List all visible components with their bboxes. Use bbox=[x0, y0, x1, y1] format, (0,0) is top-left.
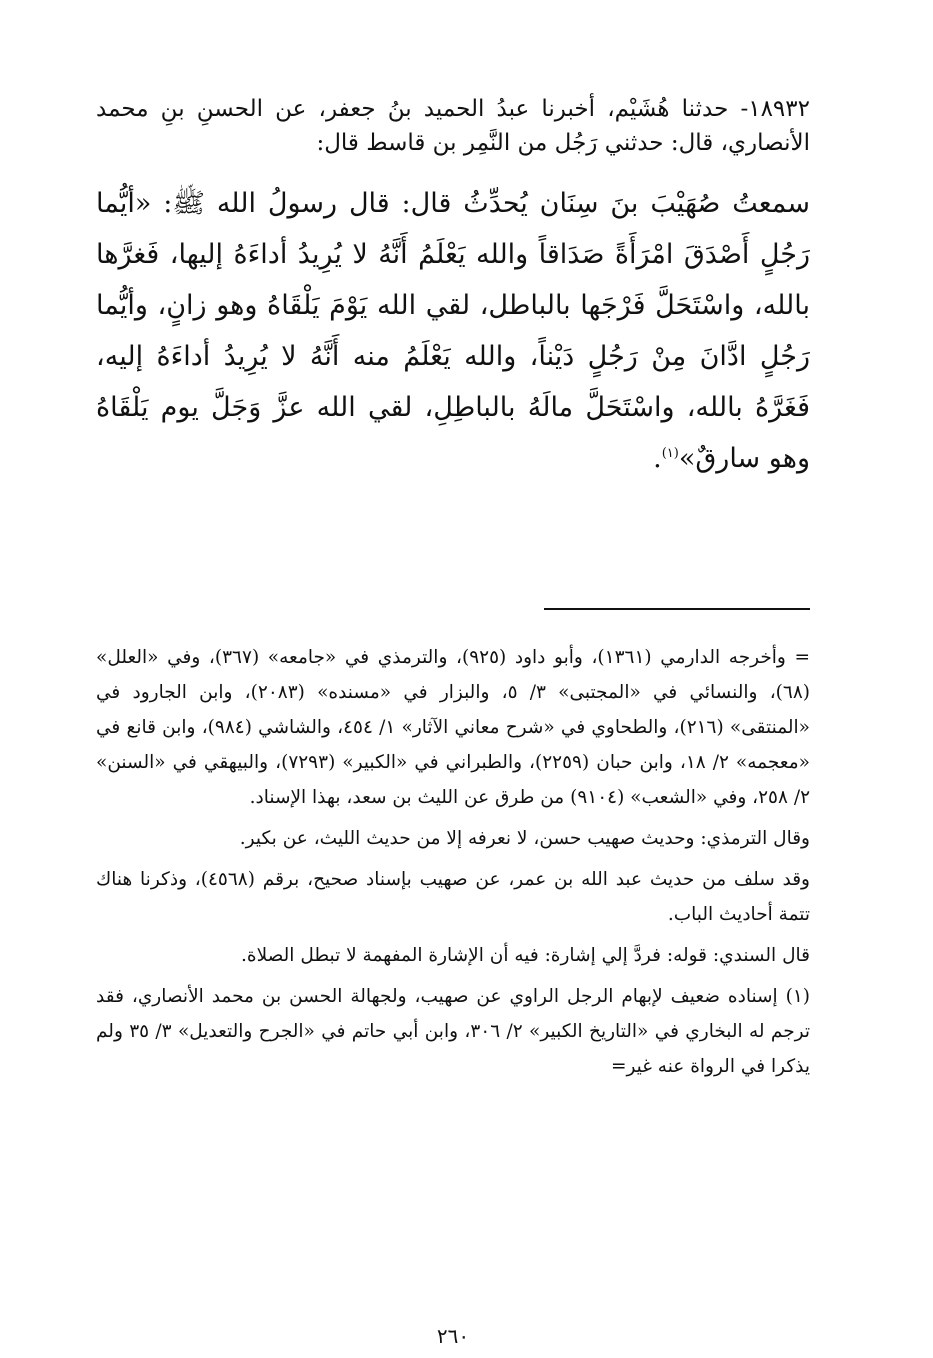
hadith-matn-text: سمعتُ صُهَيْبَ بنَ سِنَان يُحدِّثُ قال: قال رسولُ الله ﷺ: «أيُّما رَجُلٍ أَصْدَقَ امْرَأَةً صَدَاقاً والله يَعْلَمُ أَنَّهُ لا يُرِيدُ أداءَهُ إليها، فَغرَّها بالله، واسْتَحَلَّ فَرْجَها بالباطل، لقي الله يَوْمَ يَلْقَاهُ وهو زانٍ، وأيُّما رَجُلٍ ادَّانَ مِنْ رَجُلٍ دَيْناً، والله يَعْلَمُ منه أَنَّهُ لا يُرِيدُ أداءَهُ إليه، فَغَرَّهُ بالله، واسْتَحَلَّ مالَهُ بالباطِلِ، لقي الله عزَّ وَجَلَّ يوم يَلْقَاهُ وهو سارقٌ» bbox=[96, 188, 810, 474]
book-page bbox=[96, 92, 810, 1348]
footnote-salaf: وقد سلف من حديث عبد الله بن عمر، عن صهيب بإسناد صحيح، برقم (٤٥٦٨)، وذكرنا هناك تتمة أحاديث الباب. bbox=[96, 869, 810, 925]
hadith-block bbox=[96, 92, 810, 484]
footnote-1: (١) إسناده ضعيف لإبهام الرجل الراوي عن صهيب، ولجهالة الحسن بن محمد الأنصاري، فقد ترجم له البخاري في «التاريخ الكبير» ٢/ ٣٠٦، وابن أبي حاتم في «الجرح والتعديل» ٣/ ٣٥ ولم يذكرا في الرواة عنه غير= bbox=[96, 986, 810, 1077]
page-number: ٢٦٠ bbox=[436, 1324, 470, 1348]
footnote-sindi: قال السندي: قوله: فردَّ إلي إشارة: فيه أن الإشارة المفهمة لا تبطل الصلاة. bbox=[241, 945, 810, 966]
footnote-reference: (١) bbox=[661, 446, 679, 461]
hadith-end-mark: . bbox=[653, 443, 662, 474]
footnote-separator bbox=[544, 608, 810, 610]
hadith-matn bbox=[96, 178, 810, 484]
hadith-isnad: ١٨٩٣٢- حدثنا هُشَيْم، أخبرنا عبدُ الحميد بنُ جعفر، عن الحسنِ بنِ محمد الأنصاري، قال: حدثني رَجُل من النَّمِر بن قاسط قال: bbox=[96, 96, 810, 156]
footnotes-section bbox=[96, 640, 810, 1090]
footnote-tirmidhi: وقال الترمذي: وحديث صهيب حسن، لا نعرفه إلا من حديث الليث، عن بكير. bbox=[239, 828, 810, 849]
footnote-continuation: = وأخرجه الدارمي (١٣٦١)، وأبو داود (٩٢٥)، والترمذي في «جامعه» (٣٦٧)، وفي «العلل» (٦٨)، والنسائي في «المجتبى» ٣/ ٥، والبزار في «مسنده» (٢٠٨٣)، وابن الجارود في «المنتقى» (٢١٦)، والطحاوي في «شرح معاني الآثار» ١/ ٤٥٤، والشاشي (٩٨٤)، وابن قانع في «معجمه» ٢/ ١٨، وابن حبان (٢٢٥٩)، والطبراني في «الكبير» (٧٢٩٣)، والبيهقي في «السنن» ٢/ ٢٥٨، وفي «الشعب» (٩١٠٤) من طرق عن الليث بن سعد، بهذا الإسناد. bbox=[96, 647, 810, 808]
